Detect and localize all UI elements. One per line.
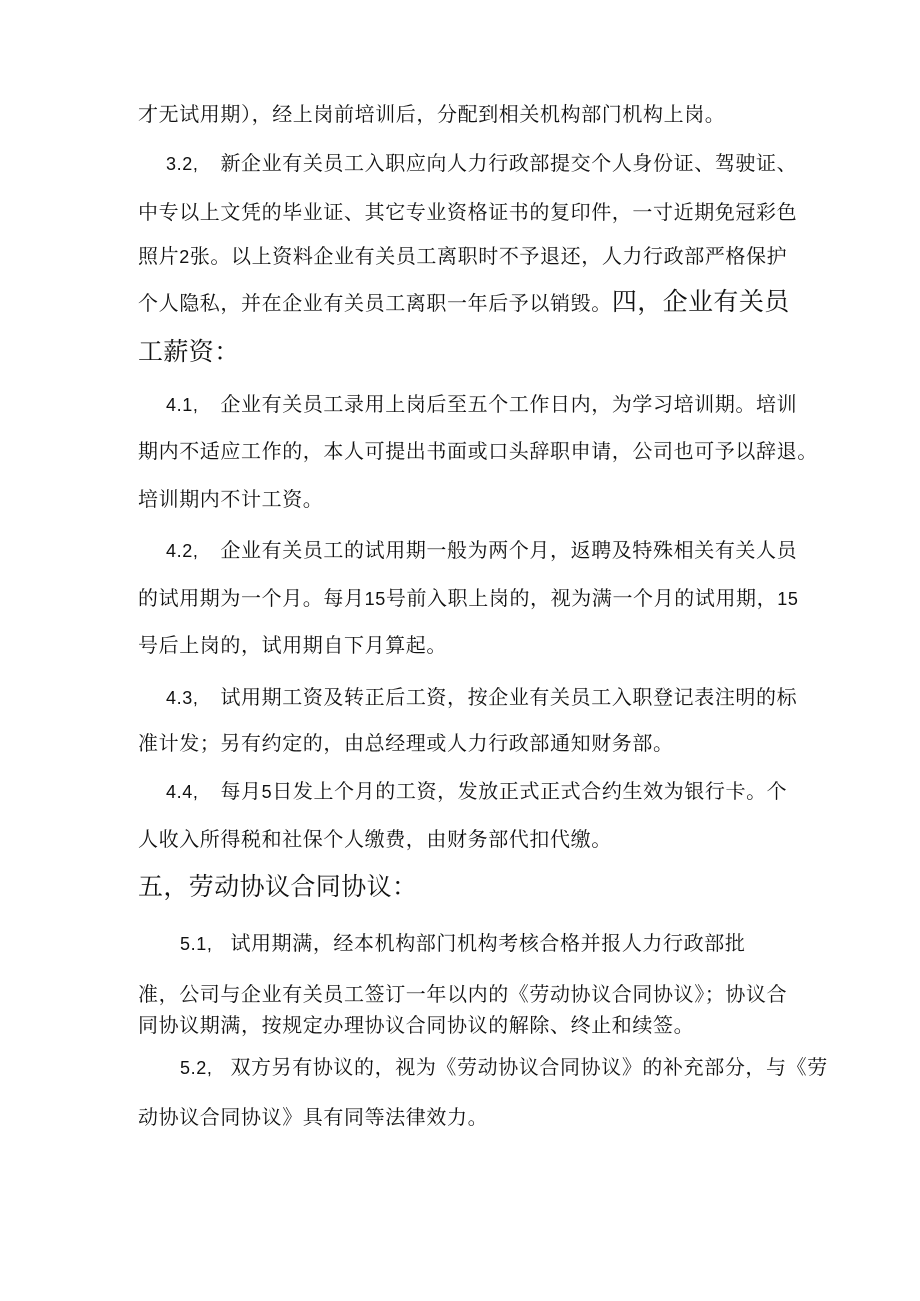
paragraph-5-1 <box>180 929 745 958</box>
text-line <box>138 437 818 465</box>
inline-number: 15 <box>364 589 386 609</box>
line-text: 双方另有协议的，视为《劳动协议合同协议》的补充部分，与《劳 <box>230 1055 828 1079</box>
line-text: 号后上岗的，试用期自下月算起。 <box>138 633 447 657</box>
text-line <box>138 100 725 128</box>
text-line <box>138 1011 694 1039</box>
line-text: 日发上个月的工资，发放正式正式合约生效为银行卡。个 <box>272 779 788 803</box>
text-line <box>138 825 612 853</box>
line-text: 企业有关员工录用上岗后至五个工作日内，为学习培训期。培训 <box>220 392 798 416</box>
paragraph-4-2 <box>166 536 797 565</box>
line-text: 准，公司与企业有关员工签订一年以内的《劳动协议合同协议》；协议合 <box>138 982 788 1006</box>
line-text: 人收入所得税和社保个人缴费，由财务部代扣代缴。 <box>138 827 612 851</box>
inline-number: 5 <box>261 782 273 802</box>
line-text: 张。以上资料企业有关员工离职时不予退还，人力行政部严格保护 <box>189 244 788 268</box>
paragraph-5-2 <box>180 1053 828 1082</box>
line-text: 培训期内不计工资。 <box>138 487 324 511</box>
inline-number: 2 <box>179 247 190 267</box>
text-line <box>138 729 674 757</box>
line-text: 试用期满，经本机构部门机构考核合格并报人力行政部批 <box>230 931 746 955</box>
text-line <box>138 242 787 271</box>
paragraph-3-2 <box>166 149 797 178</box>
section-heading-4-cont <box>138 338 240 366</box>
paragraph-4-3 <box>166 683 797 712</box>
text-line <box>138 980 787 1008</box>
clause-number: 4.3, <box>166 688 199 708</box>
line-text: 个人隐私，并在企业有关员工离职一年后予以销毁。 <box>138 291 612 315</box>
clause-number: 4.4, <box>166 782 199 802</box>
text-line <box>138 584 798 613</box>
line-text: 照片 <box>138 244 180 268</box>
line-text: 新企业有关员工入职应向人力行政部提交个人身份证、驾驶证、 <box>220 151 798 175</box>
text-line <box>138 631 447 659</box>
line-text: 的试用期为一个月。每月 <box>138 586 365 610</box>
section-heading-4: 四，企业有关员 <box>611 287 790 316</box>
heading-text: 五，劳动协议合同协议： <box>138 872 418 901</box>
line-text: 号前入职上岗的，视为满一个月的试用期， <box>385 586 778 610</box>
text-line <box>138 198 797 226</box>
section-heading-5 <box>138 873 417 901</box>
line-text: 企业有关员工的试用期一般为两个月，返聘及特殊相关有关人员 <box>220 538 798 562</box>
line-text: 准计发；另有约定的，由总经理或人力行政部通知财务部。 <box>138 731 674 755</box>
inline-number: 15 <box>777 589 799 609</box>
line-text: 期内不适应工作的，本人可提出书面或口头辞职申请，公司也可予以辞退。 <box>138 439 818 463</box>
text-line <box>138 485 323 513</box>
text-line <box>138 1103 488 1131</box>
clause-number: 5.1, <box>180 934 213 954</box>
paragraph-4-1 <box>166 390 797 419</box>
clause-number: 4.2, <box>166 541 199 561</box>
line-text: 才无试用期），经上岗前培训后，分配到相关机构部门机构上岗。 <box>138 102 726 126</box>
text-line <box>138 288 790 317</box>
paragraph-4-4 <box>166 777 787 806</box>
clause-number: 4.1, <box>166 395 199 415</box>
line-text: 工薪资： <box>138 337 240 366</box>
clause-number: 3.2, <box>166 154 199 174</box>
line-text: 中专以上文凭的毕业证、其它专业资格证书的复印件，一寸近期免冠彩色 <box>138 200 798 224</box>
line-text: 试用期工资及转正后工资，按企业有关员工入职登记表注明的标 <box>220 685 798 709</box>
line-text: 动协议合同协议》具有同等法律效力。 <box>138 1105 489 1129</box>
line-text: 同协议期满，按规定办理协议合同协议的解除、终止和续签。 <box>138 1013 695 1037</box>
line-text: 每月 <box>220 779 262 803</box>
clause-number: 5.2, <box>180 1058 213 1078</box>
